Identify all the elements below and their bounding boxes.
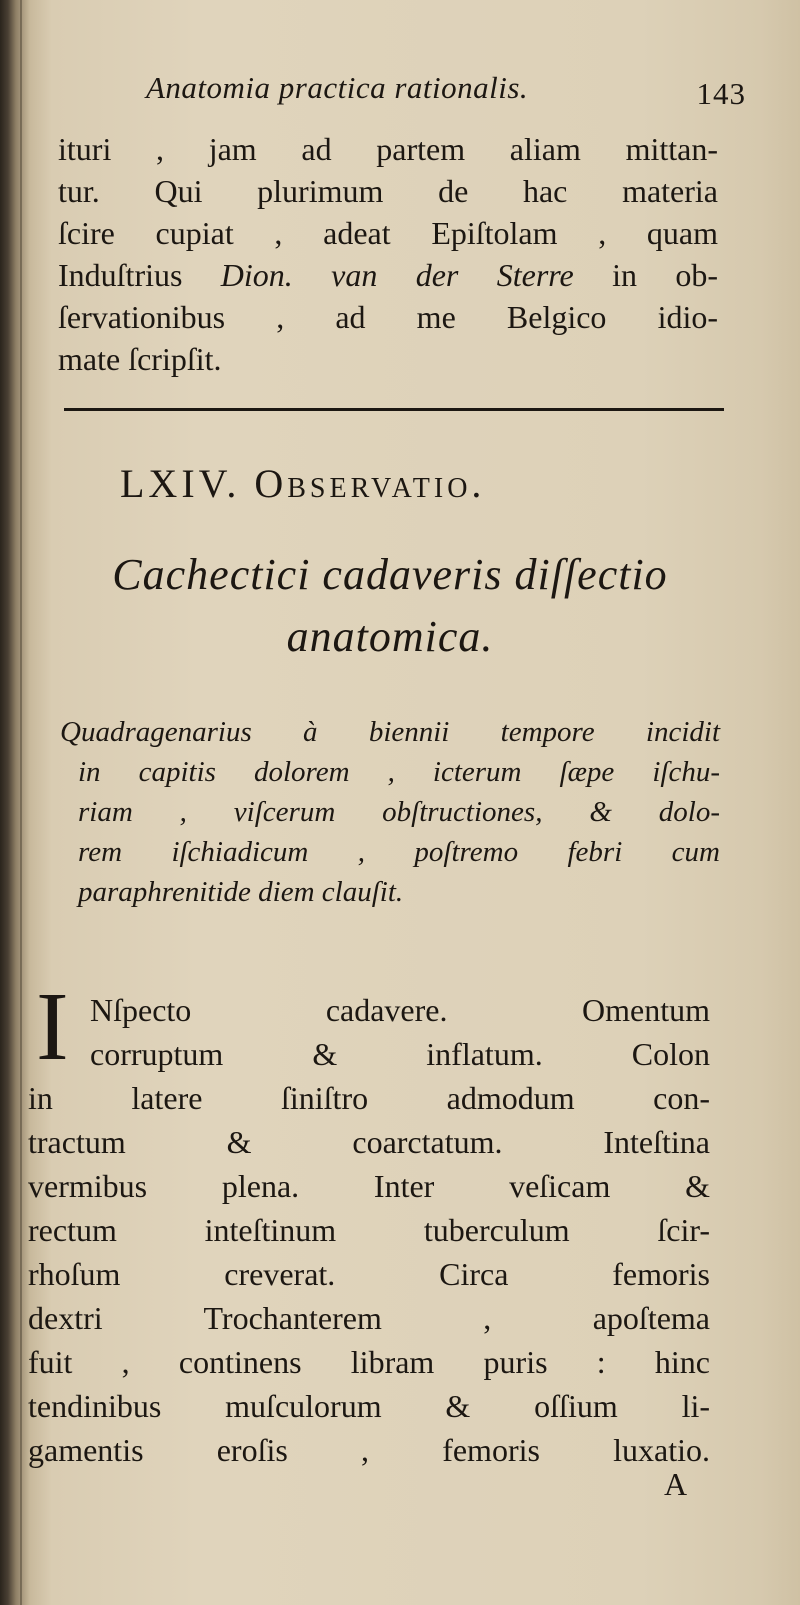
body-line: in latere ſiniſtro admodum con- <box>28 1080 710 1116</box>
text-segment: in ob- <box>612 257 719 293</box>
text-line: ſcire cupiat , adeat Epiſtolam , quam <box>58 215 718 251</box>
text-line: ituri , jam ad partem aliam mittan- <box>58 131 718 167</box>
subtitle-line: Cachectici cadaveris diſſectio <box>112 550 668 599</box>
page-number: 143 <box>696 76 746 111</box>
text-line: ſervationibus , ad me Belgico idio- <box>58 299 718 335</box>
body-line: dextri Trochanterem , apoſtema <box>28 1300 710 1336</box>
text-line: mate ſcripſit. <box>58 341 222 377</box>
page-gutter <box>20 0 22 1605</box>
case-summary <box>60 712 720 912</box>
observation-title: LXIV. Observatio. <box>120 461 486 506</box>
body-line: tractum & coarctatum. Inteſtina <box>28 1124 710 1160</box>
body-line: rhoſum creverat. Circa femoris <box>28 1256 710 1292</box>
text-line <box>58 254 718 296</box>
body-line: vermibus plena. Inter veſicam & <box>28 1168 710 1204</box>
observation-subtitle <box>60 544 720 668</box>
author-name: Dion. van der Sterre <box>220 257 574 293</box>
body-line: gamentis eroſis , femoris luxatio. <box>28 1432 710 1468</box>
text-line: tur. Qui plurimum de hac materia <box>58 173 718 209</box>
summary-line: riam , viſcerum obſtructiones, & dolo- <box>78 796 720 828</box>
opening-paragraph <box>58 128 718 380</box>
body-paragraph <box>28 988 710 1472</box>
drop-cap: I <box>36 973 69 1081</box>
body-line: tendinibus muſculorum & oſſium li- <box>28 1388 710 1424</box>
summary-line: Quadragenarius à biennii tempore incidit <box>60 716 720 748</box>
subtitle-line: anatomica. <box>286 612 494 661</box>
summary-line: rem iſchiadicum , poſtremo febri cum <box>78 836 720 868</box>
summary-line: paraphrenitide diem clauſit. <box>78 876 404 908</box>
body-line: rectum inteſtinum tuberculum ſcir- <box>28 1212 710 1248</box>
body-line: Nſpecto cadavere. Omentum <box>90 992 710 1028</box>
summary-line: in capitis dolorem , icterum ſæpe iſchu- <box>78 756 720 788</box>
page-header <box>146 70 756 126</box>
body-line: fuit , continens libram puris : hinc <box>28 1344 710 1380</box>
text-segment: Induſtrius <box>58 257 183 293</box>
running-title: Anatomia practica rationalis. <box>146 70 529 105</box>
catchword: A <box>664 1466 688 1502</box>
section-rule <box>64 408 724 411</box>
body-line: corruptum & inflatum. Colon <box>90 1036 710 1072</box>
